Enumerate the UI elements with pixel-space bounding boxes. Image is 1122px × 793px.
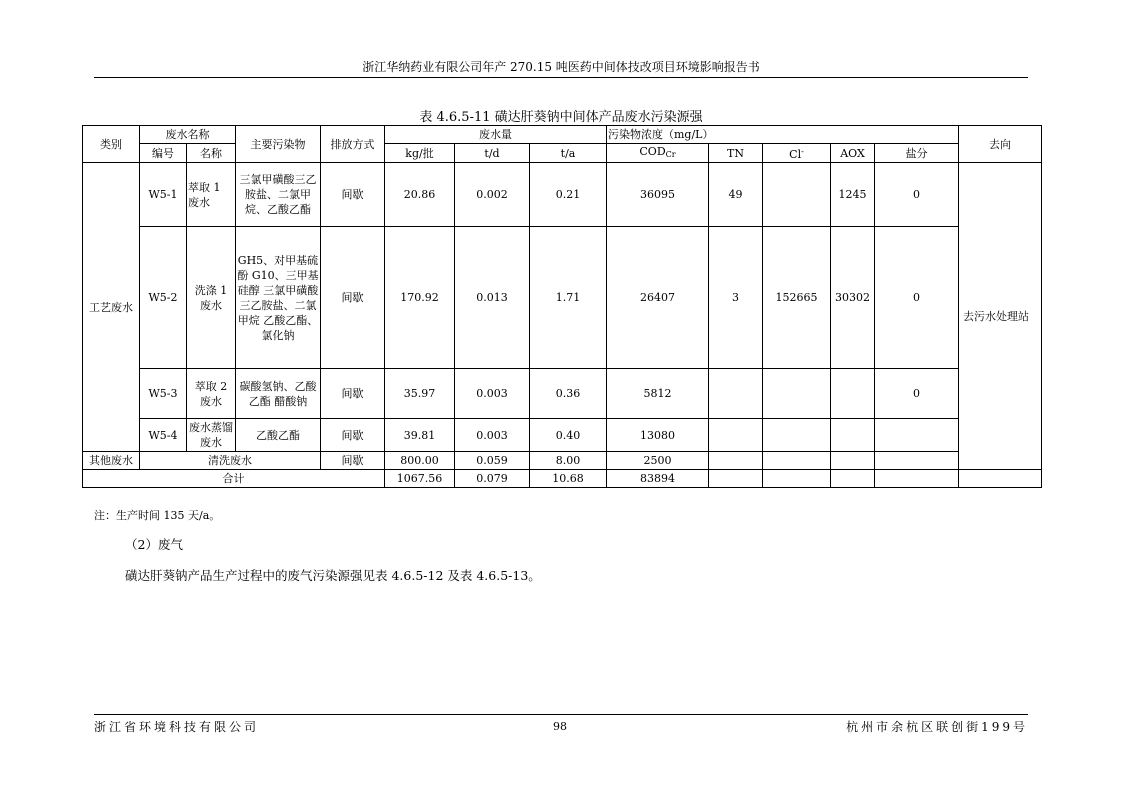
header-category: 类别: [83, 126, 140, 163]
header-cl-label: Cl: [789, 148, 802, 161]
header-row-1: [83, 126, 1042, 144]
table-row: [83, 369, 1042, 419]
footer-company: 浙江省环境科技有限公司: [94, 720, 260, 734]
cell-mode: 间歇: [321, 369, 385, 419]
header-main-pollutants: 主要污染物: [236, 126, 321, 163]
cell-cl: [763, 419, 831, 452]
cell-name: 萃取 2 废水: [187, 369, 236, 419]
body-paragraph: 磺达肝葵钠产品生产过程中的废气污染源强见表 4.6.5-12 及表 4.6.5-13。: [125, 568, 541, 583]
cell-cl: [763, 163, 831, 227]
cell-cl: [763, 470, 831, 488]
cell-ta: 10.68: [530, 470, 607, 488]
category-other: 其他废水: [83, 452, 140, 470]
cell-salt: 0: [875, 227, 959, 369]
footer-rule: [94, 714, 1028, 715]
total-label: 合计: [83, 470, 385, 488]
cell-pollutants: 乙酸乙酯: [236, 419, 321, 452]
cell-cod: 5812: [607, 369, 709, 419]
header-cl-superscript: -: [801, 147, 804, 156]
header-wastewater-name: 废水名称: [140, 126, 236, 144]
header-code: 编号: [140, 144, 187, 163]
table-note: 注：生产时间 135 天/a。: [94, 509, 221, 522]
cell-ta: 0.36: [530, 369, 607, 419]
cell-code: W5-2: [140, 227, 187, 369]
header-cod: [607, 144, 709, 163]
header-destination: 去向: [959, 126, 1042, 163]
wastewater-table: [82, 125, 1042, 488]
header-cod-subscript: Cr: [665, 150, 676, 159]
header-t-a: t/a: [530, 144, 607, 163]
table-row-total: [83, 470, 1042, 488]
cell-cl: [763, 452, 831, 470]
cell-cl: 152665: [763, 227, 831, 369]
header-cl: [763, 144, 831, 163]
running-header: 浙江华纳药业有限公司年产 270.15 吨医药中间体技改项目环境影响报告书: [362, 60, 760, 74]
cell-ta: 0.21: [530, 163, 607, 227]
cell-td: 0.003: [455, 419, 530, 452]
cell-cl: [763, 369, 831, 419]
cell-aox: 1245: [831, 163, 875, 227]
cell-mode: 间歇: [321, 419, 385, 452]
cell-aox: 30302: [831, 227, 875, 369]
header-row-2: [83, 144, 1042, 163]
cell-name: 清洗废水: [140, 452, 321, 470]
cell-cod: 36095: [607, 163, 709, 227]
cell-salt: [875, 419, 959, 452]
cell-mode: 间歇: [321, 452, 385, 470]
cell-pollutants: GH5、对甲基硫酚 G10、三甲基硅醇 三氯甲磺酸三乙胺盐、二氯甲烷 乙酸乙酯、氯化钠: [236, 227, 321, 369]
cell-td: 0.059: [455, 452, 530, 470]
cell-name: 洗涤 1 废水: [187, 227, 236, 369]
table-caption: 表 4.6.5-11 磺达肝葵钠中间体产品废水污染源强: [419, 110, 703, 125]
header-salt: 盐分: [875, 144, 959, 163]
header-wastewater-volume: 废水量: [385, 126, 607, 144]
header-discharge-mode: 排放方式: [321, 126, 385, 163]
cell-tn: [709, 369, 763, 419]
cell-aox: [831, 470, 875, 488]
cell-kg: 170.92: [385, 227, 455, 369]
cell-kg: 39.81: [385, 419, 455, 452]
cell-salt: 0: [875, 163, 959, 227]
header-cod-label: COD: [639, 145, 666, 158]
cell-mode: 间歇: [321, 227, 385, 369]
category-process: 工艺废水: [83, 163, 140, 452]
destination-cell: 去污水处理站: [959, 163, 1042, 470]
cell-tn: 3: [709, 227, 763, 369]
header-tn: TN: [709, 144, 763, 163]
table-row: [83, 227, 1042, 369]
cell-tn: [709, 419, 763, 452]
footer-address: 杭州市余杭区联创街199号: [846, 720, 1028, 734]
cell-pollutants: 三氯甲磺酸三乙胺盐、二氯甲烷、乙酸乙酯: [236, 163, 321, 227]
header-concentration: 污染物浓度（mg/L）: [607, 126, 959, 144]
cell-kg: 1067.56: [385, 470, 455, 488]
cell-pollutants: 碳酸氢钠、乙酸乙酯 醋酸钠: [236, 369, 321, 419]
header-t-d: t/d: [455, 144, 530, 163]
cell-cod: 83894: [607, 470, 709, 488]
cell-aox: [831, 419, 875, 452]
cell-ta: 0.40: [530, 419, 607, 452]
cell-td: 0.003: [455, 369, 530, 419]
cell-td: 0.002: [455, 163, 530, 227]
cell-td: 0.079: [455, 470, 530, 488]
cell-mode: 间歇: [321, 163, 385, 227]
cell-salt: [875, 452, 959, 470]
cell-salt: [875, 470, 959, 488]
cell-tn: 49: [709, 163, 763, 227]
cell-destination: [959, 470, 1042, 488]
cell-aox: [831, 452, 875, 470]
cell-kg: 800.00: [385, 452, 455, 470]
cell-ta: 1.71: [530, 227, 607, 369]
cell-cod: 26407: [607, 227, 709, 369]
cell-tn: [709, 452, 763, 470]
cell-kg: 35.97: [385, 369, 455, 419]
header-rule: [94, 77, 1028, 78]
cell-code: W5-4: [140, 419, 187, 452]
cell-td: 0.013: [455, 227, 530, 369]
table-row-other: [83, 452, 1042, 470]
table-row: [83, 419, 1042, 452]
section-heading: （2）废气: [125, 537, 183, 552]
cell-salt: 0: [875, 369, 959, 419]
cell-kg: 20.86: [385, 163, 455, 227]
cell-cod: 2500: [607, 452, 709, 470]
cell-tn: [709, 470, 763, 488]
header-aox: AOX: [831, 144, 875, 163]
cell-aox: [831, 369, 875, 419]
cell-ta: 8.00: [530, 452, 607, 470]
cell-cod: 13080: [607, 419, 709, 452]
page-number: 98: [553, 720, 567, 733]
cell-code: W5-1: [140, 163, 187, 227]
table-row: [83, 163, 1042, 227]
header-kg-batch: kg/批: [385, 144, 455, 163]
cell-code: W5-3: [140, 369, 187, 419]
header-name: 名称: [187, 144, 236, 163]
cell-name: 废水蒸馏废水: [187, 419, 236, 452]
cell-name: 萃取 1 废水: [187, 163, 236, 227]
